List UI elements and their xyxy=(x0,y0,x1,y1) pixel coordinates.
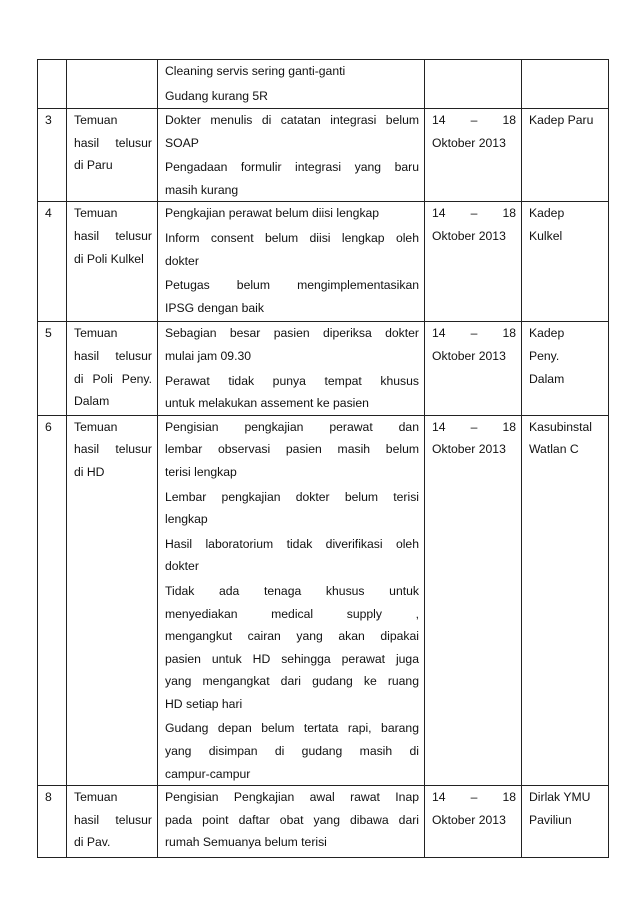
row-number: 8 xyxy=(45,790,52,805)
date-day-to: 18 xyxy=(502,790,516,805)
date-cell xyxy=(425,60,522,109)
topic-line: di Pav. xyxy=(74,835,111,850)
finding-line: pada point daftar obat yang dibawa dari xyxy=(165,812,419,827)
responsible-line: Kadep xyxy=(529,206,565,221)
finding-line: Perawat tidak punya tempat khusus xyxy=(165,373,419,388)
finding-item xyxy=(165,202,419,225)
date-range xyxy=(432,202,516,225)
findings-table-body xyxy=(38,60,609,858)
finding-line: lembar observasi pasien masih belum xyxy=(165,442,419,457)
responsible-cell xyxy=(522,109,609,202)
date-month-year: Oktober 2013 xyxy=(432,812,506,827)
finding-line: Cleaning servis sering ganti-ganti xyxy=(165,64,346,78)
finding-line: lengkap xyxy=(165,512,208,527)
date-month-year: Oktober 2013 xyxy=(432,228,506,243)
topic-line: hasil telusur xyxy=(74,228,152,243)
responsible-cell xyxy=(522,322,609,415)
responsible-cell xyxy=(522,202,609,322)
finding-item xyxy=(165,227,419,272)
row-number: 4 xyxy=(45,206,52,221)
responsible-line: Paviliun xyxy=(529,812,572,827)
finding-item xyxy=(165,156,419,201)
finding-line: SOAP xyxy=(165,135,199,150)
finding-item xyxy=(165,580,419,716)
date-range xyxy=(432,416,516,439)
date-month-year: Oktober 2013 xyxy=(432,442,506,457)
date-day-to: 18 xyxy=(502,206,516,221)
topic-line: hasil telusur xyxy=(74,348,152,363)
finding-line: Petugas belum mengimplementasikan xyxy=(165,278,419,293)
finding-line: HD setiap hari xyxy=(165,696,243,711)
finding-item xyxy=(165,85,419,108)
date-day-from: 14 xyxy=(432,790,446,805)
row-number: 3 xyxy=(45,113,52,127)
finding-line: Hasil laboratorium tidak diverifikasi oleh xyxy=(165,536,419,551)
finding-item xyxy=(165,416,419,484)
finding-line: Pengadaan formulir integrasi yang baru xyxy=(165,160,419,175)
row-number-cell xyxy=(38,786,67,858)
findings-description-cell xyxy=(158,322,425,415)
finding-item xyxy=(165,786,419,854)
finding-line: terisi lengkap xyxy=(165,464,237,479)
date-dash: – xyxy=(470,326,478,341)
finding-line: IPSG dengan baik xyxy=(165,300,264,315)
topic-line: hasil telusur xyxy=(74,135,152,150)
row-number-cell xyxy=(38,60,67,109)
date-day-from: 14 xyxy=(432,113,446,127)
table-row xyxy=(38,109,609,202)
finding-line: Pengisian pengkajian perawat dan xyxy=(165,419,419,434)
finding-line: masih kurang xyxy=(165,182,239,197)
date-cell xyxy=(425,109,522,202)
date-dash: – xyxy=(470,113,478,127)
finding-item xyxy=(165,322,419,367)
responsible-line: Dalam xyxy=(529,371,565,386)
responsible-cell xyxy=(522,786,609,858)
finding-item xyxy=(165,717,419,785)
finding-line: untuk melakukan assement ke pasien xyxy=(165,396,369,411)
finding-line: pasien untuk HD sehingga perawat juga xyxy=(165,651,419,666)
finding-line: Sebagian besar pasien diperiksa dokter xyxy=(165,326,419,341)
topic-line: hasil telusur xyxy=(74,442,152,457)
date-dash: – xyxy=(470,790,478,805)
date-range xyxy=(432,109,516,132)
responsible-line: Kasubinstal xyxy=(529,419,593,434)
finding-line: Pengisian Pengkajian awal rawat Inap xyxy=(165,790,419,805)
responsible-line: Watlan C xyxy=(529,442,579,457)
row-number-cell xyxy=(38,415,67,786)
topic-line: Temuan xyxy=(74,113,118,127)
topic-line: Temuan xyxy=(74,790,118,805)
row-number-cell xyxy=(38,322,67,415)
responsible-cell xyxy=(522,415,609,786)
topic-line: di Poli Kulkel xyxy=(74,251,144,266)
responsible-line: Peny. xyxy=(529,348,560,363)
date-cell xyxy=(425,415,522,786)
finding-line: dokter xyxy=(165,253,199,268)
table-row xyxy=(38,202,609,322)
finding-line: menyediakan medical supply , xyxy=(165,606,419,621)
responsible-line: Kadep xyxy=(529,326,565,341)
finding-item xyxy=(165,486,419,531)
finding-item xyxy=(165,109,419,154)
responsible-line: Kadep Paru xyxy=(529,113,594,127)
finding-line: yang disimpan di gudang masih di xyxy=(165,744,419,759)
findings-description-cell xyxy=(158,60,425,109)
date-dash: – xyxy=(470,206,478,221)
topic-line: Temuan xyxy=(74,326,118,341)
date-dash: – xyxy=(470,419,478,434)
finding-line: Dokter menulis di catatan integrasi belum xyxy=(165,113,419,127)
finding-line: Gudang kurang 5R xyxy=(165,88,268,103)
finding-line: campur-campur xyxy=(165,766,251,781)
finding-line: mulai jam 09.30 xyxy=(165,348,252,363)
date-day-from: 14 xyxy=(432,419,446,434)
responsible-line: Kulkel xyxy=(529,228,563,243)
date-day-to: 18 xyxy=(502,419,516,434)
date-cell xyxy=(425,202,522,322)
responsible-cell xyxy=(522,60,609,109)
table-row xyxy=(38,415,609,786)
topic-cell xyxy=(67,415,158,786)
topic-line: Dalam xyxy=(74,394,110,409)
findings-table xyxy=(37,59,609,858)
date-month-year: Oktober 2013 xyxy=(432,135,506,150)
responsible-line: Dirlak YMU xyxy=(529,790,591,805)
topic-line: di HD xyxy=(74,464,105,479)
topic-cell xyxy=(67,786,158,858)
finding-line: Inform consent belum diisi lengkap oleh xyxy=(165,230,419,245)
finding-line: mengangkut cairan yang akan dipakai xyxy=(165,629,419,644)
finding-line: Lembar pengkajian dokter belum terisi xyxy=(165,489,419,504)
date-day-from: 14 xyxy=(432,206,446,221)
date-range xyxy=(432,322,516,345)
topic-line: Temuan xyxy=(74,419,118,434)
finding-line: dokter xyxy=(165,559,199,574)
row-number: 6 xyxy=(45,419,52,434)
date-day-to: 18 xyxy=(502,113,516,127)
row-number-cell xyxy=(38,202,67,322)
topic-cell xyxy=(67,322,158,415)
finding-item xyxy=(165,274,419,319)
finding-item xyxy=(165,370,419,415)
date-cell xyxy=(425,786,522,858)
findings-description-cell xyxy=(158,109,425,202)
table-row xyxy=(38,786,609,858)
date-cell xyxy=(425,322,522,415)
finding-line: Gudang depan belum tertata rapi, barang xyxy=(165,721,419,736)
findings-description-cell xyxy=(158,786,425,858)
topic-cell xyxy=(67,202,158,322)
finding-item xyxy=(165,533,419,578)
finding-line: Pengkajian perawat belum diisi lengkap xyxy=(165,206,380,221)
topic-line: hasil telusur xyxy=(74,812,152,827)
finding-line: yang mengangkat dari gudang ke ruang xyxy=(165,674,419,689)
topic-line: Temuan xyxy=(74,206,118,221)
findings-description-cell xyxy=(158,202,425,322)
finding-item xyxy=(165,60,419,83)
topic-line: di Paru xyxy=(74,158,113,173)
findings-description-cell xyxy=(158,415,425,786)
table-row xyxy=(38,322,609,415)
topic-cell xyxy=(67,60,158,109)
topic-line: di Poli Peny. xyxy=(74,371,152,386)
date-range xyxy=(432,786,516,809)
date-day-from: 14 xyxy=(432,326,446,341)
row-number: 5 xyxy=(45,326,52,341)
row-number-cell xyxy=(38,109,67,202)
table-row xyxy=(38,60,609,109)
date-month-year: Oktober 2013 xyxy=(432,348,506,363)
topic-cell xyxy=(67,109,158,202)
finding-line: rumah Semuanya belum terisi xyxy=(165,835,327,850)
date-day-to: 18 xyxy=(502,326,516,341)
finding-line: Tidak ada tenaga khusus untuk xyxy=(165,583,419,598)
